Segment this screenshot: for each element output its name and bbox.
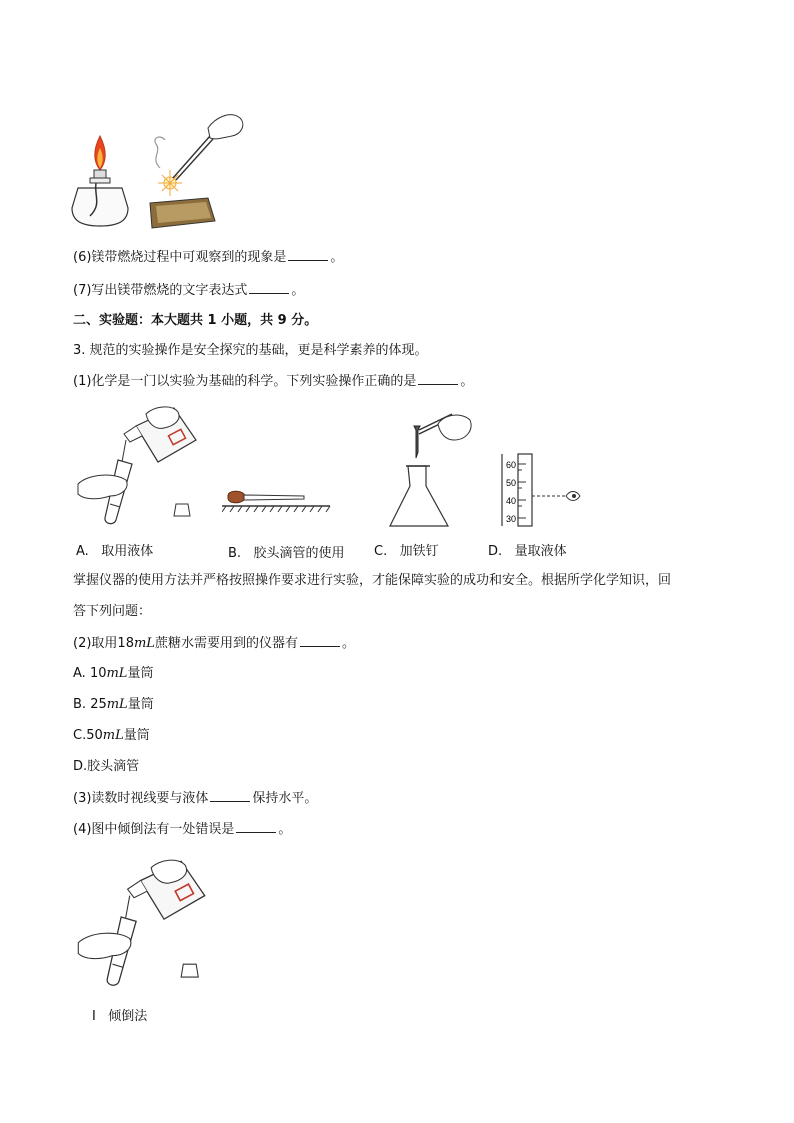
- bottle-stopper: [181, 964, 198, 977]
- option-b-caption: B. 胶头滴管的使用: [228, 546, 345, 561]
- option-c-figure: [386, 410, 476, 534]
- choice-d[interactable]: D.胶头滴管: [73, 759, 140, 774]
- question-3-part-2: (2)取用18mL蔗糖水需要用到的仪器有 。: [73, 636, 355, 651]
- alcohol-lamp: [72, 188, 128, 226]
- choice-c[interactable]: C.50mL量筒: [73, 728, 150, 743]
- choice-b[interactable]: B. 25mL量筒: [73, 697, 154, 712]
- answer-blank[interactable]: [418, 372, 458, 385]
- tick-label: 30: [506, 514, 517, 524]
- crucible-tongs: [173, 136, 213, 180]
- bottle-stopper: [174, 504, 190, 516]
- option-c-caption: C. 加铁钉: [374, 544, 439, 559]
- question-3-stem: 3. 规范的实验操作是安全探究的基础，更是科学素养的体现。: [73, 343, 428, 358]
- option-d-caption: D. 量取液体: [488, 544, 567, 559]
- magnesium-burning-figure: [70, 108, 250, 233]
- intro-paragraph-line-2: 答下列问题：: [73, 604, 152, 619]
- tick-label: 40: [506, 496, 517, 506]
- tick-label: 50: [506, 478, 517, 488]
- graduated-cylinder: [518, 454, 532, 526]
- answer-blank[interactable]: [249, 281, 289, 294]
- answer-blank[interactable]: [236, 820, 276, 833]
- option-d-figure: [500, 452, 590, 528]
- option-b-figure: [222, 486, 332, 516]
- answer-blank[interactable]: [288, 248, 328, 261]
- conical-flask: [390, 466, 448, 526]
- hand-icon: [438, 415, 471, 440]
- choice-a[interactable]: A. 10mL量筒: [73, 666, 154, 681]
- intro-paragraph-line-1: 掌握仪器的使用方法并严格按照操作要求进行实验，才能保障实验的成功和安全。根据所学化学知识，回: [73, 573, 672, 588]
- option-a-figure: [74, 404, 214, 529]
- option-a-caption: A. 取用液体: [76, 544, 154, 559]
- iron-nail: [414, 426, 420, 458]
- question-7: (7)写出镁带燃烧的文字表达式 。: [73, 283, 305, 298]
- answer-blank[interactable]: [300, 634, 340, 647]
- pouring-method-caption: Ⅰ 倾倒法: [92, 1009, 148, 1024]
- tick-label: 60: [506, 460, 517, 470]
- pouring-method-figure: [74, 855, 224, 993]
- dropper-bulb: [228, 491, 244, 503]
- question-6: (6)镁带燃烧过程中可观察到的现象是 。: [73, 250, 344, 265]
- answer-blank[interactable]: [210, 789, 250, 802]
- question-3-part-1: (1)化学是一门以实验为基础的科学。下列实验操作正确的是 。: [73, 374, 474, 389]
- dropper-tube: [244, 495, 304, 500]
- hand-icon: [208, 115, 243, 139]
- question-7-text: (7)写出镁带燃烧的文字表达式: [73, 283, 248, 298]
- section-2-title: 二、实验题：本大题共 1 小题，共 9 分。: [73, 313, 318, 328]
- question-3-part-4: (4)图中倾倒法有一处错误是 。: [73, 822, 292, 837]
- question-3-part-3: (3)读数时视线要与液体 保持水平。: [73, 791, 318, 806]
- question-6-text: (6)镁带燃烧过程中可观察到的现象是: [73, 250, 287, 265]
